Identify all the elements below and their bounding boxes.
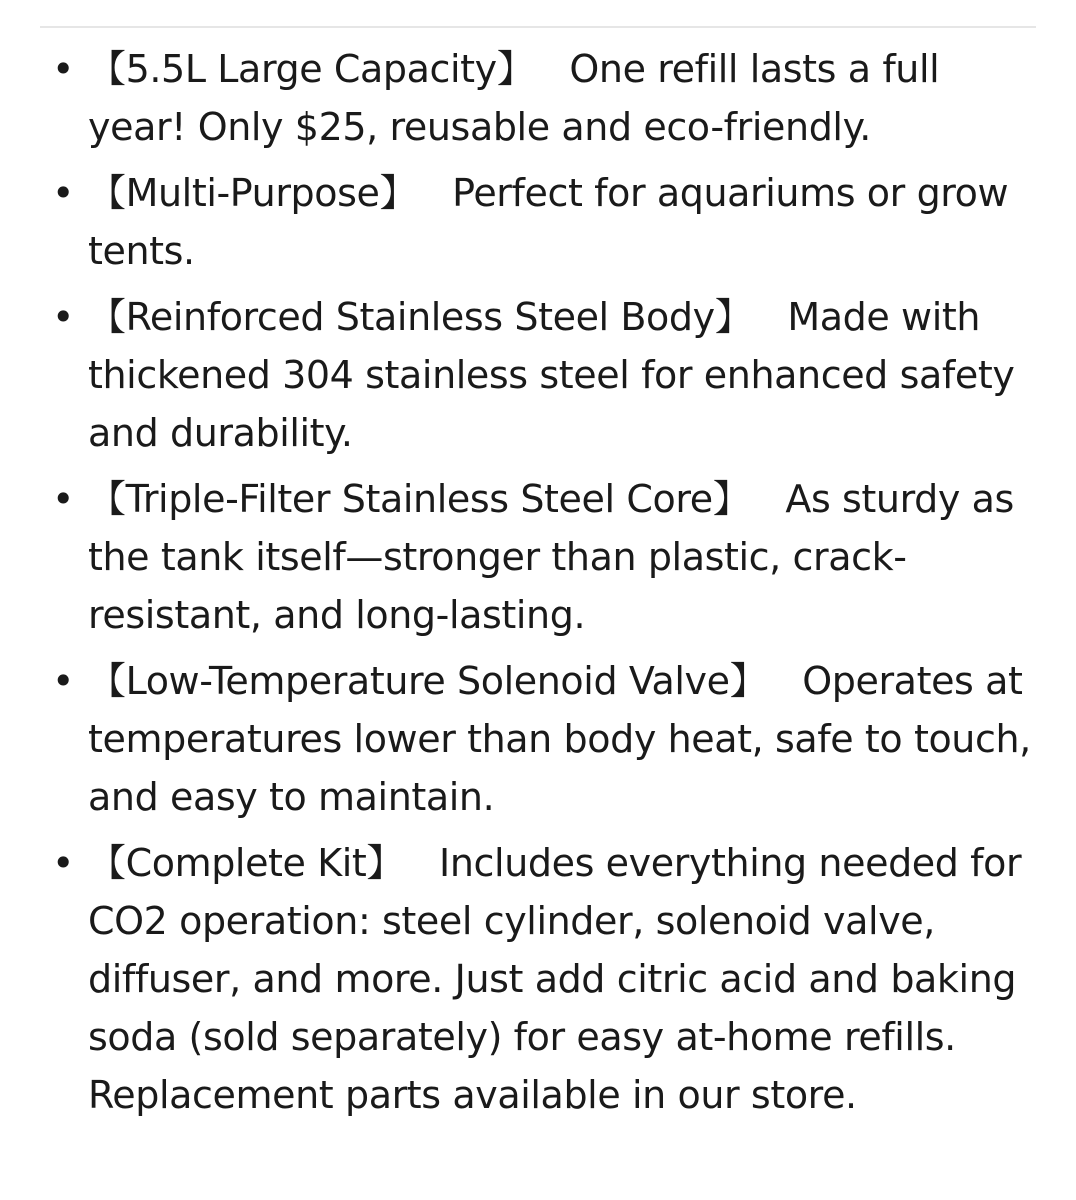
bullet-icon: • [52,47,75,91]
feature-item-solenoid-valve [0,652,1076,826]
feature-item-complete-kit [0,834,1076,1124]
feature-list [0,40,1076,1132]
feature-text: One refill lasts a full year! Only $25, reusable and eco-friendly. [88,47,940,149]
feature-heading: 【Reinforced Stainless Steel Body】 [88,295,776,339]
feature-text: As sturdy as the tank itself—stronger than plastic, crack-resistant, and long-lasting. [88,477,1014,637]
feature-item-body [0,288,1076,462]
feature-text: Made with thickened 304 stainless steel for enhanced safety and durability. [88,295,1015,455]
bullet-icon: • [52,477,75,521]
feature-heading: 【Low-Temperature Solenoid Valve】 [88,659,791,703]
bullet-icon: • [52,841,75,885]
feature-heading: 【5.5L Large Capacity】 [88,47,558,91]
feature-heading: 【Triple-Filter Stainless Steel Core】 [88,477,774,521]
bullet-icon: • [52,295,75,339]
feature-heading: 【Multi-Purpose】 [88,171,441,215]
feature-text: Operates at temperatures lower than body heat, safe to touch, and easy to maintain. [88,659,1031,819]
bullet-icon: • [52,659,75,703]
feature-item-filter-core [0,470,1076,644]
top-divider [40,26,1036,28]
feature-text: Perfect for aquariums or grow tents. [88,171,1009,273]
feature-item-capacity [0,40,1076,156]
feature-text: Includes everything needed for CO2 operation: steel cylinder, solenoid valve, diffuser, and more. Just add citric acid and baking soda (sold separately) for easy at-home refills. Replacement parts available in our store. [88,841,1022,1117]
feature-item-multi-purpose [0,164,1076,280]
bullet-icon: • [52,171,75,215]
feature-heading: 【Complete Kit】 [88,841,428,885]
